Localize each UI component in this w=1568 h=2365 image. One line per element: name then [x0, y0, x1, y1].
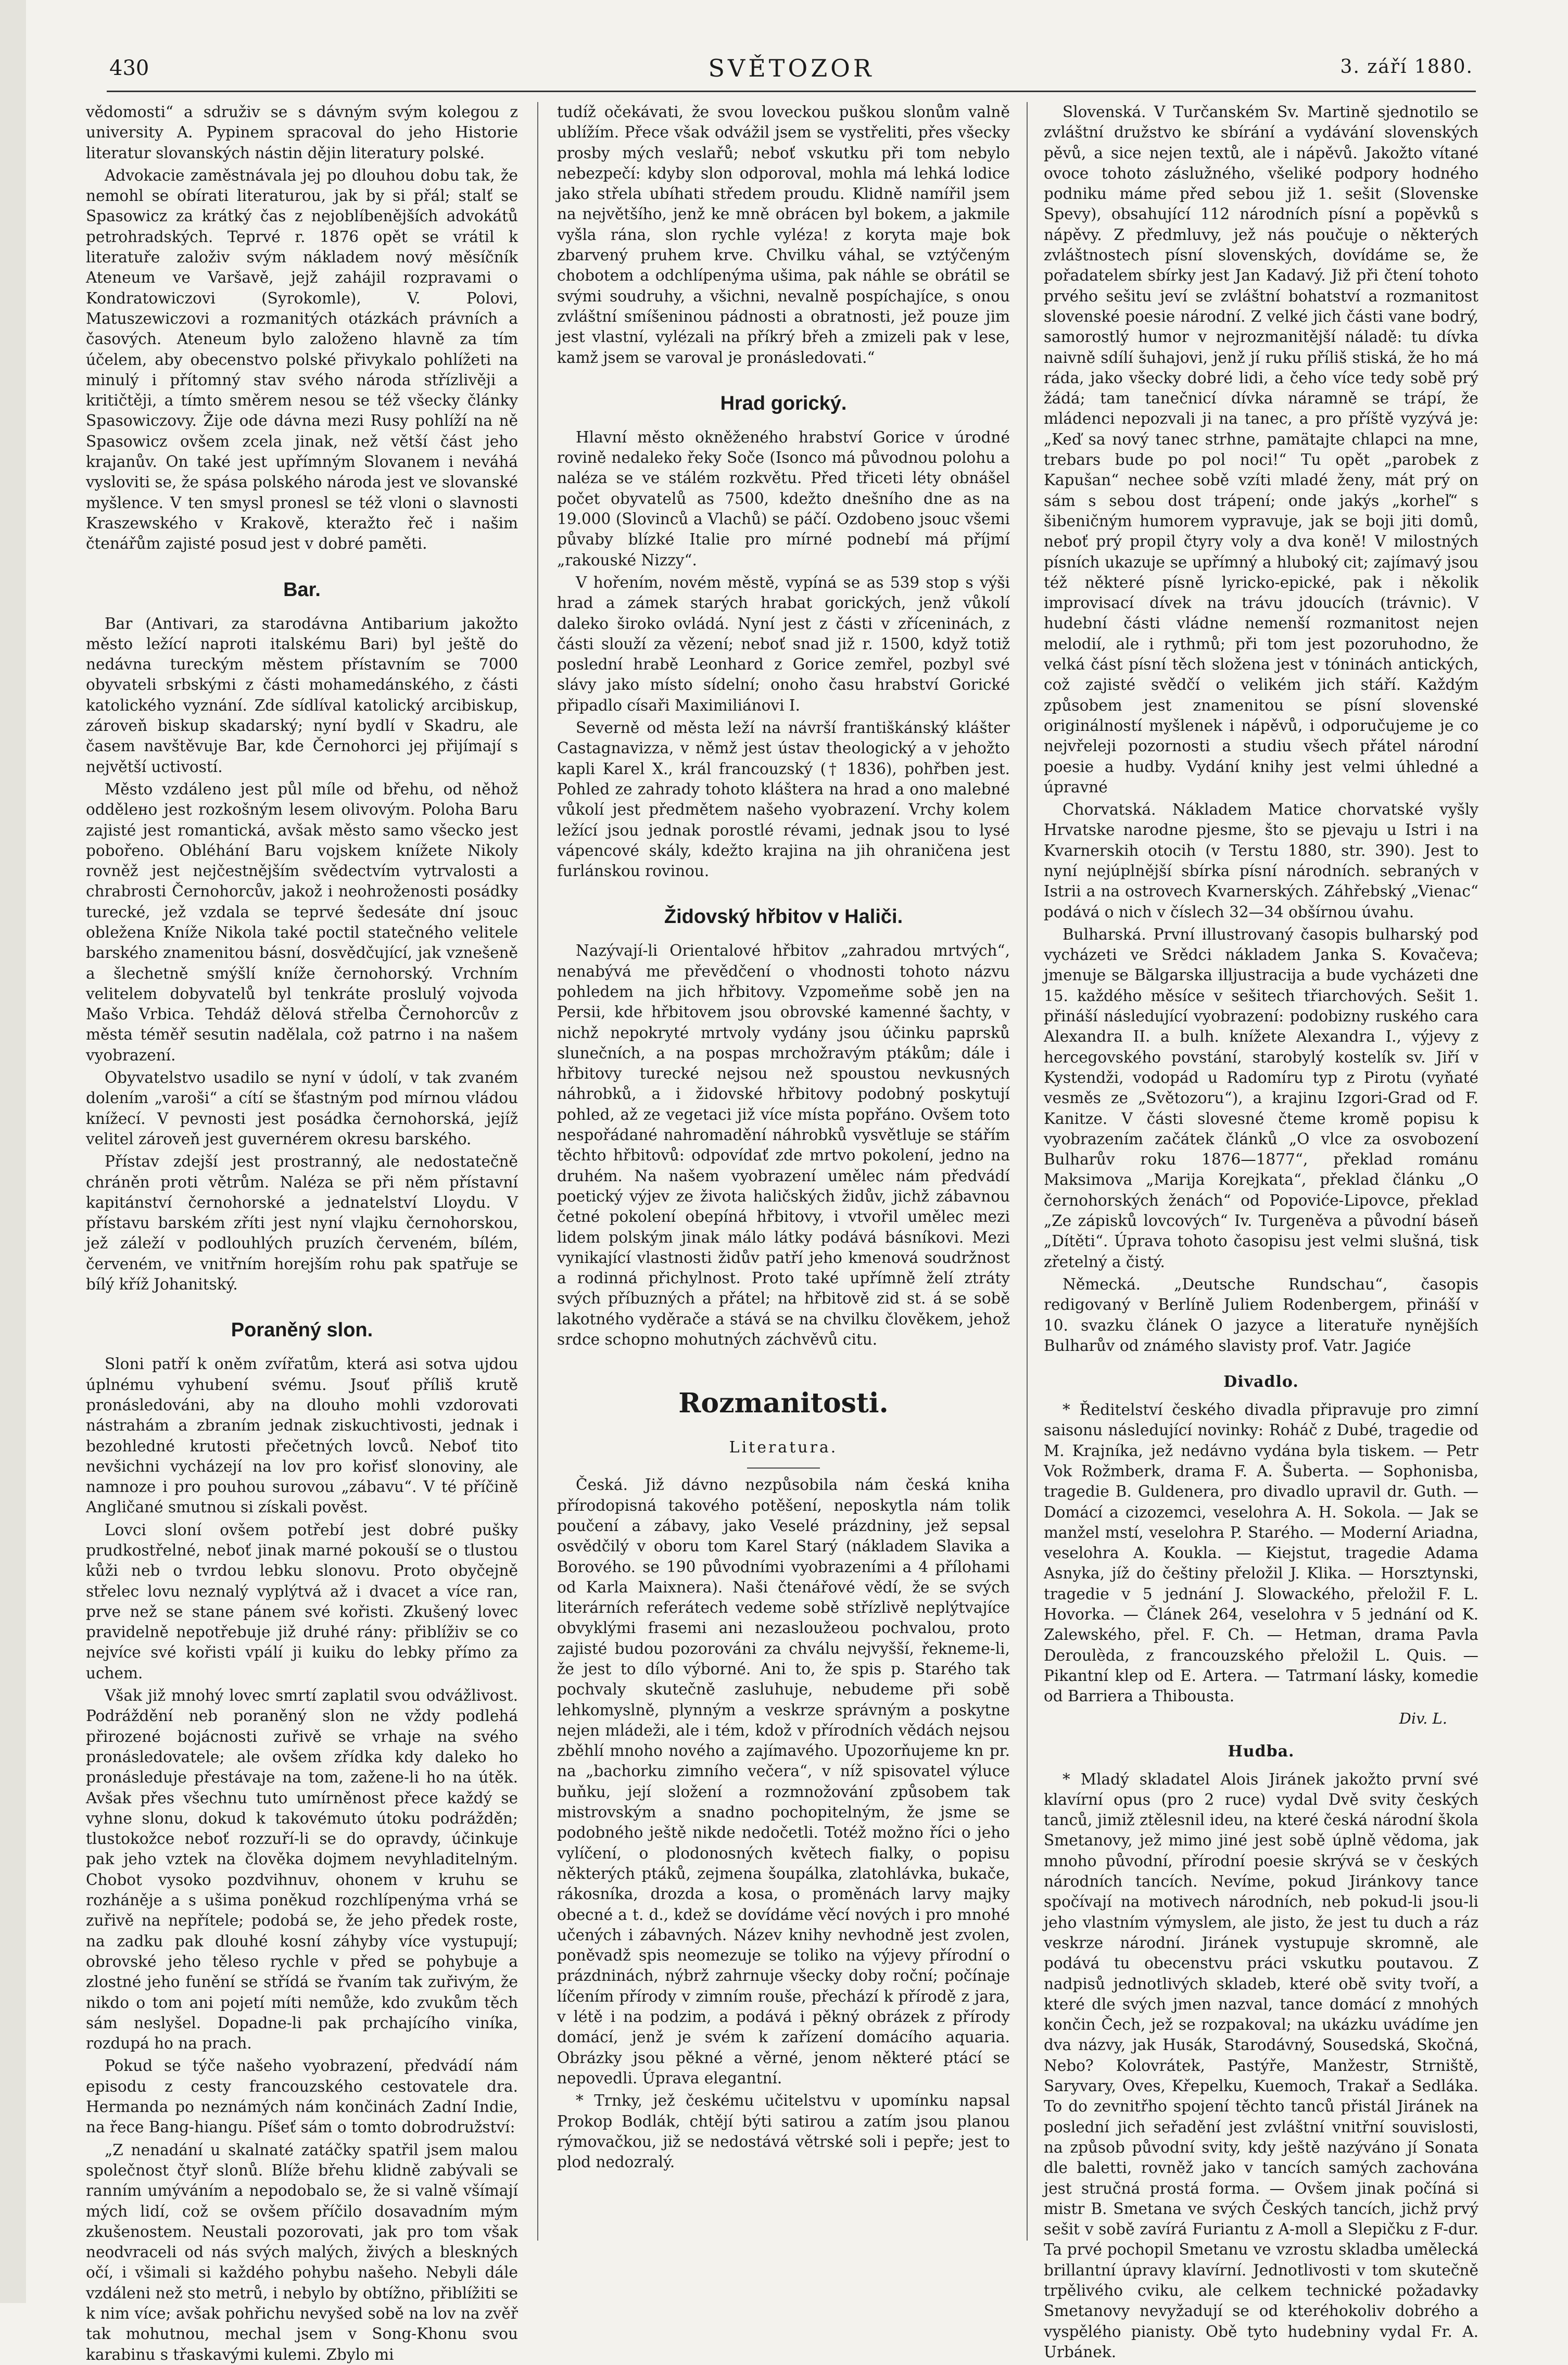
paragraph: Česká. Již dávno nezpůsobila nám česká kniha přírodopisná takového potěšení, neposkytla nám tolik poučení a zábavy, jako Veselé prázdniny, jež sepsal osvědčilý v oboru tom Karel Starý (nákladem Slavika a Borového. se 190 původními vyobrazeními a 4 přílohami od Karla Maixnera). Naši čtenářové vědí, že se svých literárních referátech vedeme sobě střízlivě neplýtvajíce obvyklými frasemi ani nezasloužeou pochvalou, proto zajisté budou pozorováni za chválu nejvyšší, řekneme-li, že jest to dílo výborné. Ani to, že spis p. Starého tak pochvaly skutečně zasluhuje, nebudeme při sobě lehkomyslně, plynným a veskrze správným a poskytne nejen mládeži, ale i tém, kdož v přírodních vědách nejsou zběhlí mnoho nového a zajímavého. Upozorňujeme kn pr. na „bachorku zimního večera“, v níž spisovatel výluce buňku, její složení a rozmnožování způsobem tak mistrovským a snadno pochopitelným, že jsme se podobného ještě nikde nedočetli. Totéž možno říci o jeho vylíčení, o plodonosných květech fialky, o popisu některých ptáků, zejmena šoupálka, zlatohlávka, bukače, rákosníka, drozda a kosa, o proměnách larvy majky obecné a t. d., kdež se dovídáme věcí nových i pro mnohé učených i zábavných. Název knihy nevhodně jest zvolen, poněvadž spis neomezuje se toliko na výjevy přírodní o prázdninách, nýbrž zahrnuje všecky doby roční; počínaje líčením přírody v zimním rouše, přechází k přírodě z jara, v létě i na podzim, a podává i pěkný obrázek z přírody domácí, jenž je svém k zařízení domácího aquaria. Obrázky jsou pěkné a věrné, jenom některé ptácí se nepovedli. Úprava elegantní.	[557, 1476, 1010, 2087]
paragraph: * Ředitelství českého divadla připravuje pro zimní saisonu následující novinky: Roháč z Dubé, tragedie od M. Krajníka, jež nedávno vydána byla tiskem. — Petr Vok Rožmberk, drama F. A. Šuberta. — Sophonisba, tragedie B. Guldenera, pro divadlo upravil dr. Guth. — Domácí a cizozemci, veselohra A. H. Sokola. — Jak se manžel mstí, veselohra P. Starého. — Moderní Ariadna, veselohra A. Koukla. — Kiejstut, tragedie Adama Asnyka, jíž do češtiny přeložil J. Klika. — Horsztynski, tragedie v 5 jednání J. Slowackého, přeložil F. L. Hovorka. — Článek 264, veselohra v 5 jednání od K. Zalewského, přel. F. Ch. — Hetman, drama Pavla Deroulèda, z francouzského přeložil L. Quis. — Pikantní klep od E. Artera. — Tatrmaní lásky, komedie od Barriera a Thibousta.	[1044, 1401, 1478, 1705]
paragraph: V hořením, novém městě, vypíná se as 539 stop s výši hrad a zámek starých hrabat gorických, jenž vůkolí daleko široko ovládá. Nyní jest z části v zříceninách, z části slouží za vězení; neboť snad již r. 1500, když totiž poslední hrabě Leonhard z Gorice zemřel, pozbyl své slávy jako místo sídelní; onoho času hrabství Gorické připadlo císaři Maximiliánovi I.	[557, 573, 1010, 714]
author-signature: Div. L.	[1399, 1709, 1447, 1727]
paragraph: Severně od města leží na návrší františkánský klášter Castagnavizza, v němž jest ústav theologický a v jehožto kapli Karel X., král francouzský († 1836), pohřben jest. Pohled ze zahrady tohoto kláštera na hrad a ono malebné vůkolí jest předmětem našeho vyobrazení. Vrchy kolem ležící jsou jednak porostlé révami, jednak jsou to lysé vápencové skály, kdežto krajina na jih ohraničena jest furlánskou rovinou.	[557, 719, 1010, 880]
page-gutter-shadow	[0, 0, 26, 2303]
subheading-music: Hudba.	[1228, 1742, 1295, 1761]
page-header	[109, 56, 1473, 90]
paragraph: tudíž očekávati, že svou loveckou puškou slonům valně ublížím. Přece však odvážil jsem se vystřeliti, přes všecky prosby mých veslařů; neboť vskutku při tom nebylo nebezpečí: kdyby slon odporoval, mohla má lehká lodice jako střela ubíhati středem proudu. Klidně namířil jsem na největšího, jenž ke mně obrácen byl bokem, a jakmile vyšla rána, slon rychle vyléza! z koryta maje bok zbarvený pruhem krve. Chvilku váhal, se vztýčeným chobotem a odchlípenýma ušima, pak náhle se obrátil se svými soudruhy, a všichni, nevalně pospíchajíce, s onou zvláštní smíšeninou pádnosti a obratnosti, jež pouze jim jest vlastní, vylézali na příkrý břeh a zmizeli pak v lese, kamž jsem se varoval je pronásledovati.“	[557, 103, 1010, 366]
paragraph: „Z nenadání u skalnaté zatáčky spatřil jsem malou společnost čtyř slonů. Blíže břehu klidně zabývali se ranním umýváním a nepodobalo se, že si valně všímají mých lidí, což se ovšem příčilo dosavadním mým zkušenostem. Neustali pozorovati, jak pro tom však neodvraceli od nás svých malých, živých a bleskných očí, i všimali si každého pohybu našeho. Nebyli dále vzdáleni než sto metrů, i nebylo by obtížno, přiblížiti se k nim více; avšak pohřichu nevyšed sobě na lov na zvěř tak mohutnou, mechal jsem v Song-Khonu svou karabinu s třaskavými kulemi. Zbylo mi	[86, 2141, 518, 2363]
column-1	[86, 102, 518, 2363]
paragraph: Přístav zdejší jest prostranný, ale nedostatečně chráněn proti větrům. Naléza se při něm přístavní kapitánství černohorské a jednatelství Lloydu. V přístavu barském zříti jest nyní vlajku černohorskou, jež záleží v podlouhlých pruzích červeném, bílém, červeném, ve vnitřním horejším rohu pak spatřuje se bílý kříž Johanitský.	[86, 1153, 518, 1294]
paragraph: Slovenská. V Turčanském Sv. Martině sjednotilo se zvláštní družstvo ke sbírání a vydávání slovenských pěvů, a sice nejen textů, ale i nápěvů. Jakožto vítané ovoce tohoto záslužného, všeliké podpory hodného podniku máme před sebou již 1. sešit (Slovenske Spevy), obsahující 112 národních písní a popěvků s nápěvy. Z předmluvy, jež nás poučuje o některých zvláštnostech písní slovenských, dovídáme se, že pořadatelem sbírky jest Jan Kadavý. Již při čtení tohoto prvého sešitu jeví se zvláštní bohatství a rozmanitost slovenské poesie národní. Z velké jich části vane bodrý, samorostlý humor v nejrozmanitější náladě: tu dívka naivně sdílí šuhajovi, jenž jí ruku příliš stiská, že ho má ráda, jako všecky dobré lidi, a čeho více tedy sobě prý žádá; tam tanečnicí dívka náramně se trápí, že mládenci nepozvali ji na tanec, a pro příště vyzývá je: „Keď sa nový tanec strhne, pamätajte chlapci na mne, trebars bude po pol noci!“ Tu opět „parobek z Kapušan“ necheе sobě vzíti mladé ženy, mát prý on sám s sebou dost trápení; onde jakýs „korheľ“ s šibeničným humorem vypravuje, jak se boji jiti domů, neboť prý propil čtyry voly a dva koně! V milostných písních ukazuje se upřímný a hluboký cit; zajímavý jsou též některé písně lyricko-epické, pak i několik improvisací dívek na trávu jdoucích (trávnic). V hudební části vládne nemenší rozmanitost nejen melodií, ale i rythmů; při tom jest pozoruhodno, že velká část písní těch složena jest v tóninách antických, což zajisté svědčí o velikém jich stáří. Každým způsobem jest znamenitou se písní slovenské originálností myšlenek i nápěvů, i odporučujeme je co nejvřeleji pozornosti a studiu všech přátel národní poesie a hudby. Vydání knihy jest velmi úhledné a úpravné	[1044, 103, 1478, 796]
paragraph: Město vzdáleno jest půl míle od břehu, od něhož oddělено jest rozkošným lesem olivovým. Poloha Baru zajisté jest romantická, avšak město samo všecko jest pobořeno. Obléhání Baru vojskem knížete Nikoly rovněž jest nejčestnějším svědectvím vytrvalosti a chrabrosti Černohorcův, jakož i neohroženosti posádky turecké, jež vzdala se teprvé šedesáte dní jsouc obležena Kníže Nikola také poctil statečného velitele barského znamenitou básní, dosvědčující, jak vznešeně a šlechetně smýšlí kníže černohorský. Vrchním velitelem dobyvatelů byl tenkráte proslulý vojvoda Mašo Vrbica. Tehdáž dělová střelba Černohorcův z města téměř sesutin nadělala, což patrno i na našem vyobrazení.	[86, 780, 518, 1064]
paragraph: * Mladý skladatel Alois Jiránek jakožto první své klavírní opus (pro 2 ruce) vydal Dvě svity českých tanců, jimiž ztělesnil ideu, na které česká národní škola Smetanovy, jež mimo jiné jest sobě úplně vědoma, jak mnoho původní, přírodní poesie skrývá se v českých národních tancích. Nevíme, pokud Jiránkovy tance spočívají na motivech národních, neb pokud-li jsou-li jeho vlastním výmyslem, ale jisto, že jest tu duch a ráz veskrze národní. Jiránek vystupuje skromně, ale podává tu obecenstvu práci vskutku poutavou. Z nadpisů jednotlivých skladeb, které obě svity tvoří, a které dle svých jmen nazval, tance domácí z mnohých končin Čech, jež se rozpakoval; na ukázku uvádíme jen dva názvy, jak Husák, Starodávný, Sousedská, Skočná, Nebo? Kolovrátek, Pastýře, Manžestr, Strniště, Saryvary, Oves, Křepelku, Kuemoch, Trakař a Sedláka. To do zevnitřho spojení těchto tanců přistál Jiránek na poslední jich seřadění jest zvláštní vnitřní souvislosti, na způsob původní svity, kdy ještě nazýváno jí Sonata dle baletti, rovněž jako v tancích samých zachována jest stručná prostá forma. — Ovšem jinak počíná si mistr B. Smetana ve svých Českých tancích, jichž prvý sešit v sobě zavírá Furiantu z A-moll a Slepičku z F-dur. Ta prvé pochopil Smetanu ve vzrostu skladba umělecká brillantní úpravy klavírní. Jednotlivosti v tom skutečně trpělivého cviku, ale celkem technické požadavky Smetanovy nevyžadují se od kteréhokoliv dobrého a vyspělého pianisty. Obě tyto hudebniny vydal Fr. A. Urbánek.	[1044, 1770, 1478, 2361]
column-3	[1044, 102, 1478, 2361]
header-rule	[107, 91, 1476, 92]
paragraph: Sloni patří k oněm zvířatům, která asi sotva ujdou úplnému vyhubení svému. Jsouť příliš krutě pronásledováni, aby na dlouho mohli vzdorovati nástrahám a zbraním jednak ziskuchtivosti, jednak i bezohledné krutosti přečetných lovců. Neboť tito nevšichni vycházejí na lov pro kořisť slonoviny, ale namnoze i pro pouhou surovou „zábavu“. V té příčině Angličané smutnou si získali pověst.	[86, 1355, 518, 1516]
section-heading-gorice-castle: Hrad gorický.	[720, 392, 847, 414]
short-rule	[747, 1468, 820, 1469]
column-divider-1	[537, 102, 538, 2241]
page-number: 430	[109, 56, 149, 80]
paragraph: Advokacie zaměstnávala jej po dlouhou dobu tak, že nemohl se obírati literaturou, jak by si přál; stalť se Spasowicz za krátký čas z nejoblíbenějších advokátů petrohradských. Teprvé r. 1876 opět se vrátil k literatuře založiv svým nákladem nový měsíčník Ateneum ve Varšavě, jejž zahájil rozpravami o Kondratowiczovi (Syrokomle), V. Polovi, Matuszewiczovi a rozmanitých otázkách právních a časových. Ateneum bylo založeno hlavně za tím účelem, aby obecenstvo polské přivykalo pohlížeti na minulý i přítomný stav svého národa střízlivěji a kritičtěji, a tímto směrem nesou se též všecky články Spasowiczovy. Žije ode dávna mezi Rusy pohlíží na ně Spasowicz ovšem zcela jinak, než větší část jeho krajanův. On také jest upřímným Slovanem i neváhá vysloviti se, že spása polského národa jest ve slovanské myšlence. V ten smysl pronesl se též vloni o slavnosti Kraszewského v Krakově, kteražto řeč i našim čtenářům zajisté posud jest v dobré paměti.	[86, 166, 518, 553]
subheading-literature: Literatura.	[729, 1438, 838, 1457]
issue-date: 3. září 1880.	[1340, 56, 1473, 78]
column-divider-2	[1027, 102, 1028, 2241]
paragraph: Chorvatská. Nákladem Matice chorvatské vyšly Hrvatske narodne pjesme, što se pjevaju u Istri i na Kvarnerskih otocih (v Terstu 1880, str. 390). Jest to nyní nejúplnější sbírka písní národních. sebraných v Istrii a na ostrovech Kvarnerských. Záhřebský „Vienac“ podává o nich v číslech 32—34 obšírnou úvahu.	[1044, 801, 1478, 921]
section-heading-elephant: Poraněný slon.	[231, 1319, 373, 1342]
paragraph: * Trnky, jež českému učitelstvu v upomínku napsal Prokop Bodlák, chtějí býti satirou a zatím jsou planou rýmovačkou, již se nedostává větrské soli i pepře; jest to plod nedozralý.	[557, 2092, 1010, 2171]
paragraph: Nazývají-li Orientalové hřbitov „zahradou mrtvých“, nenabývá me převědčení o vhodnosti tohoto názvu pohledem na jich hřbitovy. Vzpomeňme sobě jen na Persii, kde hřbitovem jsou obrovské kamenné šachty, v nichž nepokryté mrtvoly vydány jsou účinku paprsků slunečních, a na pospas mrchožravým ptákům; dále i hřbitovy turecké nejsou než spoustou nevkusných náhrobků, a i židovské hřbitovy podobný poskytují pohled, až ze vegetaci již více místa popřáno. Ovšem toto nespořádané nahromadění náhrobků vysvětluje se stářím těchto hřbitovů: odpovídať zde mrtvo pokolení, jedno na druhém. Na našem vyobrazení umělec nám předvádí poetický výjev ze života haličských židův, jichž zábavnou četné pokolení obepíná hřbitovy, i vtvořil umělec mezi lidem polským jinak málo látky podává básníkovi. Mezi vynikající vlastnosti židův patří jeho kmenová soudržnost a rodinná přichylnost. Proto také upřímně želí ztráty svých příbuzných a přátel; na hřbitově zid st. á se sobě lakotného vyděrače a stává se na chvilku člověkem, jehož srdce schopno mohutných záchvěvů citu.	[557, 942, 1010, 1349]
paragraph: Pokud se týče našeho vyobrazení, předvádí nám episodu z cesty francouzského cestovatele dra. Hermanda po neznámých nám končinách Zadní Indie, na řece Bang-hiangu. Píšeť sám o tomto dobrodružství:	[86, 2057, 518, 2136]
paragraph: vědomosti“ a sdruživ se s dávným svým kolegou z university A. Pypinem spracoval do jeho Historie literatur slovanských nástin dějin literatury polské.	[86, 103, 518, 162]
paragraph: Bulharská. První illustrovaný časopis bulharský pod vycházeti ve Srědci nákladem Janka S. Kovačeva; jmenuje se Bălgarska illjustracija a bude vycházeti dne 15. každého měsíce v sešitech třiarchových. Sešit 1. přináší následující vyobrazení: podobizny ruského cara Alexandra II. a bulh. knížete Alexandra I., výjevy z hercegovského povstání, starobylý kostelík sv. Jiří v Kystendži, vodopád u Radomíru typ z Pirotu (vyňaté vesměs ze „Světozoru“), a krajinu Izgori-Grad od F. Kanitze. V části slovesné čteme kromě popisu k vyobrazením začátek článků „O vlce za osvobození Bulharův roku 1876—1877“, překlad románu Maksimova „Marija Korejkata“, překlad článku „O černohorských ženách“ od Popoviće-Lipovce, překlad „Ze zápisků lovcových“ Iv. Turgeněva a původní báseň „Dítěti“. Úprava tohoto časopisu jest velmi slušná, tisk zřetelný a čistý.	[1044, 925, 1478, 1271]
journal-title: SVĚTOZOR	[708, 54, 875, 82]
column-2	[557, 102, 1010, 2241]
subheading-theatre: Divadlo.	[1223, 1373, 1299, 1392]
paragraph: Však již mnohý lovec smrtí zaplatil svou odvážlivost. Podráždění neb poraněný slon ne vždy podlehá přirozené bojácnosti zuřivě se vrhaje na svého pronásledovatele; ale ovšem zřídka kdy daleko ho pronásleduje přestávaje na tom, zažene-li ho na útěk. Avšak přes všechnu tuto umírněnost přece každý se vyhne slonu, dokud k takovémuto útoku podrážděn; tlustokožce neboť rozzuří-li se do opravdy, účinkuje pak jeho vztek na člověka dojmem nevyhladitelným. Chobot vysoko pozdvihnuv, ohonem v kruhu se rozhánějе a s ušima poněkud rozchlípenýma vrhá se zuřivě na nepřítele; podobá se, že jeho předek roste, na zadku pak dlouhé kosní záhyby více vystupují; obrovské jeho těleso rychle v před se pohybuje a zlostné jeho funění se střídá se řvaním tak zuřivým, že nikdo o tom ani pojetí míti nemůže, kdo zvukům těch sám neslyšel. Dopadne-li pak prchajícího viníka, rozdupá ho na prach.	[86, 1687, 518, 2053]
section-heading-jewish-cemetery: Židovský hřbitov v Haliči.	[664, 906, 903, 928]
paragraph: Hlavní město okněženého hrabství Gorice v úrodné rovině nedaleko řeky Soče (Isonco má původnou polohu a naléza se ve stálém rozkvětu. Před třiceti léty obnášel počet obyvatelů as 7500, kdežto dnešního dne as na 19.000 (Slovinců a Vlachů) se páčí. Ozdobeno jsouc všemi půvaby blízké Italie pro mírné podnebí má příjmí „rakouské Nizzy“.	[557, 428, 1010, 569]
section-heading-bar: Bar.	[283, 578, 321, 601]
paragraph: Lovci sloní ovšem potřebí jest dobré pušky prudkostřelné, neboť jinak marné pokouší se o tlustou kůži neb o tvrdou lebku slonovu. Proto obyčejně střelec lovu neznalý vyplýtvá až i dvacet a více ran, prve než se stane pánem své kořisti. Zkušený lovec pravidelně nepotřebuje již druhé rány: přiblíživ se co nejvíce své kořisti vpálí ji kuiku do lebky přímo za uchem.	[86, 1521, 518, 1682]
paragraph: Obyvatelstvo usadilo se nyní v údolí, v tak zvaném dolením „varoši“ a cítí se šťastným pod mírnou vládou knížecí. V pevnosti jest posádka černohorská, jejíž velitel zároveň jest guvernérem okresu barského.	[86, 1069, 518, 1148]
section-heading-miscellany: Rozmanitosti.	[678, 1387, 889, 1420]
paragraph: Bar (Antivari, za starodávna Antibarium jakožto město ležící naproti italskému Bari) byl ještě do nedávna tureckým městem přístavním se 7000 obyvateli srbskými z části mohamedánského, z části katolického vyznání. Zde sídlíval katolický arcibiskup, zároveň biskup skadarský; nyní bydlí v Skadru, ale časem navštěvuje Bar, kde Černohorci jej přijímají s největší uctivostí.	[86, 614, 518, 776]
paragraph: Německá. „Deutsche Rundschau“, časopis redigovaný v Berlíně Juliem Rodenbergem, přináší v 10. svazku článek O jazyce a literatuře nynějších Bulharův od známého slavisty prof. Vatr. Jagiće	[1044, 1275, 1478, 1355]
